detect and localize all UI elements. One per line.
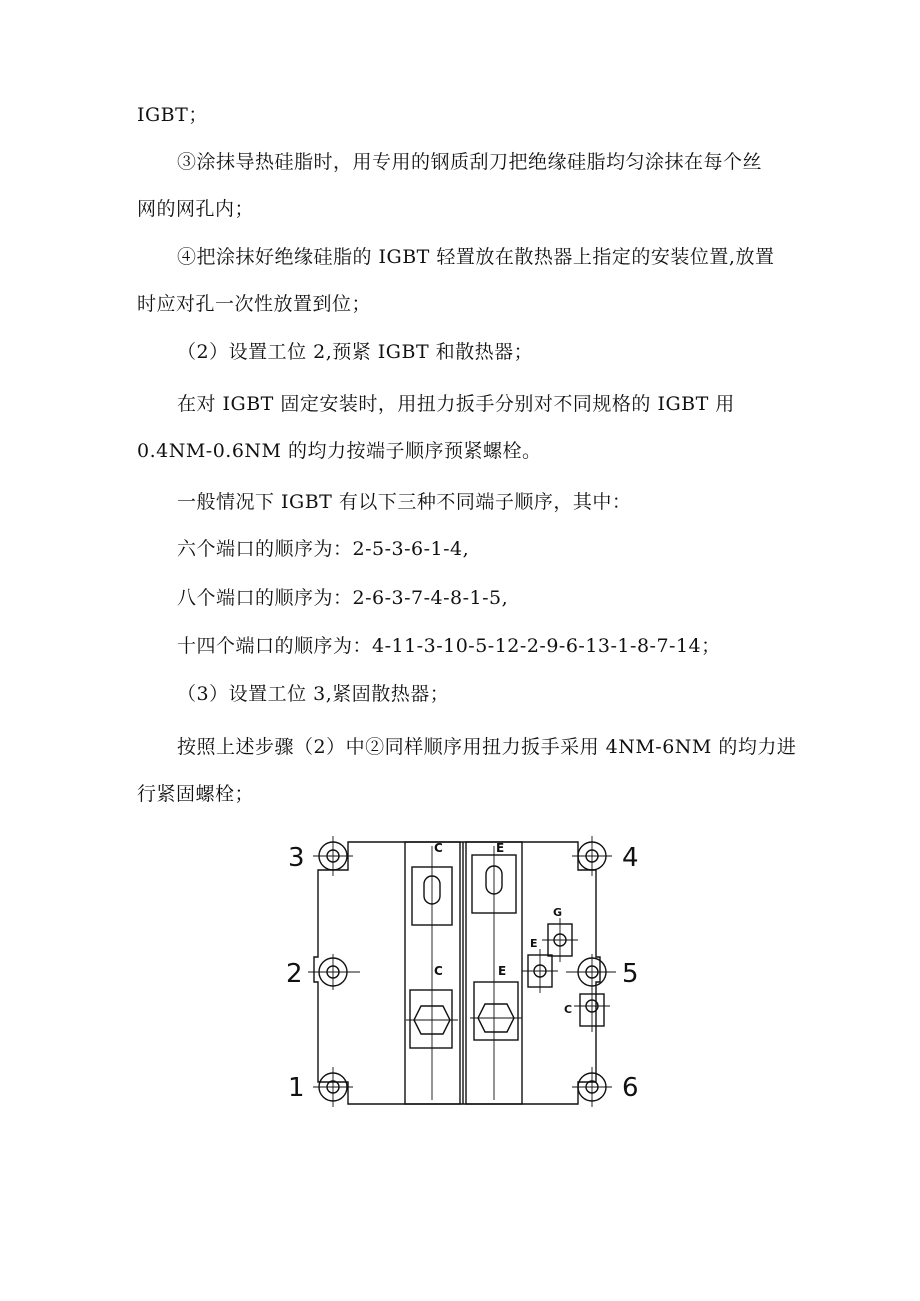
terminal-label-c-small: C	[564, 1003, 573, 1016]
hole-label-1: 1	[288, 1073, 305, 1103]
terminal-bar-c-mid	[410, 990, 452, 1048]
paragraph-line: 六个端口的顺序为：2-5-3-6-1-4,	[177, 538, 470, 560]
module-outline	[314, 842, 600, 1104]
mounting-hole-1	[313, 1067, 353, 1107]
paragraph-line: 八个端口的顺序为：2-6-3-7-4-8-1-5,	[177, 587, 509, 609]
hole-label-2: 2	[286, 959, 303, 989]
mounting-hole-5	[566, 954, 616, 990]
paragraph-line: （3）设置工位 3,紧固散热器；	[177, 683, 450, 705]
hole-label-5: 5	[622, 959, 639, 989]
igbt-module-diagram	[278, 832, 648, 1114]
paragraph-line: 在对 IGBT 固定安装时，用扭力扳手分别对不同规格的 IGBT 用	[177, 393, 735, 415]
terminal-label-c-mid: C	[434, 964, 443, 978]
paragraph-line: 网的网孔内；	[137, 198, 255, 220]
terminal-label-e-top: E	[496, 841, 505, 855]
paragraph-line: 行紧固螺栓；	[137, 783, 255, 805]
hole-label-3: 3	[288, 843, 305, 873]
terminal-label-g-small: G	[553, 906, 563, 919]
paragraph-line: （2）设置工位 2,预紧 IGBT 和散热器；	[177, 341, 534, 363]
hole-label-4: 4	[622, 843, 639, 873]
paragraph-line: 十四个端口的顺序为：4-11-3-10-5-12-2-9-6-13-1-8-7-14；	[177, 635, 721, 657]
terminal-label-e-mid: E	[498, 964, 507, 978]
terminal-label-c-top: C	[434, 841, 443, 855]
paragraph-line: 时应对孔一次性放置到位；	[137, 293, 372, 315]
paragraph-line: IGBT；	[137, 104, 208, 126]
paragraph-line: 一般情况下 IGBT 有以下三种不同端子顺序，其中：	[177, 491, 632, 513]
terminal-label-e-small: E	[530, 937, 538, 950]
paragraph-line: ④把涂抹好绝缘硅脂的 IGBT 轻置放在散热器上指定的安装位置,放置	[177, 246, 775, 268]
paragraph-line: 按照上述步骤（2）中②同样顺序用扭力扳手采用 4NM-6NM 的均力进	[177, 736, 797, 758]
paragraph-line: 0.4NM-0.6NM 的均力按端子顺序预紧螺栓。	[137, 440, 542, 462]
mounting-hole-2	[308, 954, 360, 990]
paragraph-line: ③涂抹导热硅脂时，用专用的钢质刮刀把绝缘硅脂均匀涂抹在每个丝	[177, 151, 763, 173]
hole-label-6: 6	[622, 1073, 639, 1103]
